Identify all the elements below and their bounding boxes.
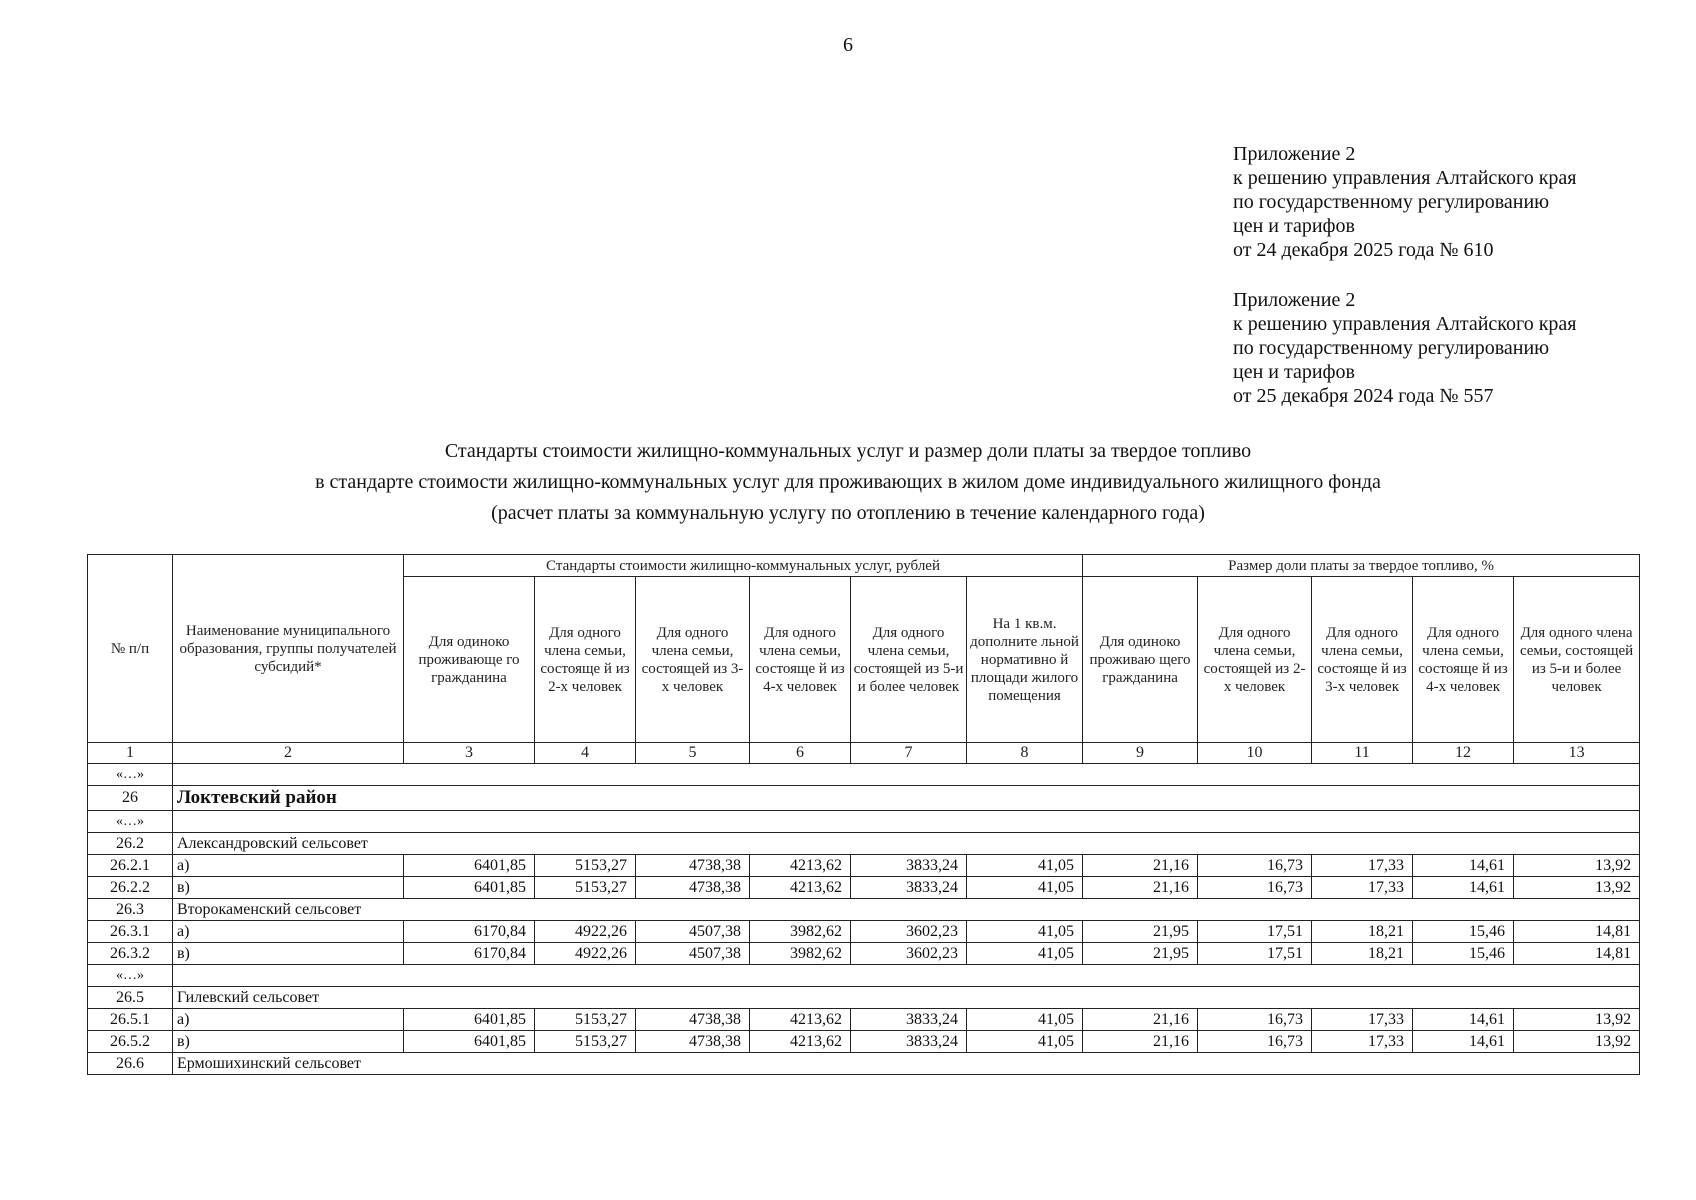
header-sub: На 1 кв.м. дополните льной нормативно й площади жилого помещения <box>967 577 1083 743</box>
row-number: 26.3.1 <box>88 921 173 943</box>
value-cell: 21,16 <box>1083 855 1198 877</box>
value-cell: 4922,26 <box>535 921 636 943</box>
title-line: (расчет платы за коммунальную услугу по отоплению в течение календарного года) <box>491 502 1205 524</box>
row-number: 26.3.2 <box>88 943 173 965</box>
column-number: 5 <box>636 743 750 764</box>
value-cell: 15,46 <box>1413 943 1514 965</box>
value-cell: 41,05 <box>967 921 1083 943</box>
value-cell: 14,61 <box>1413 877 1514 899</box>
value-cell: 21,16 <box>1083 877 1198 899</box>
ellipsis-cell: «…» <box>88 965 173 987</box>
value-cell: 17,33 <box>1312 1009 1413 1031</box>
value-cell: 6401,85 <box>404 877 535 899</box>
appendix-line: к решению управления Алтайского края <box>1233 167 1577 189</box>
header-sub: Для одного члена семьи, состояще й из 2-х человек <box>535 577 636 743</box>
table-row <box>88 1031 1640 1053</box>
value-cell: 4507,38 <box>636 921 750 943</box>
value-cell: 14,81 <box>1514 921 1640 943</box>
header-sub: Для одиноко проживаю щего гражданина <box>1083 577 1198 743</box>
row-group: а) <box>173 921 404 943</box>
empty-cell <box>173 811 1640 833</box>
row-group: а) <box>173 855 404 877</box>
value-cell: 14,61 <box>1413 1009 1514 1031</box>
column-number: 9 <box>1083 743 1198 764</box>
value-cell: 6401,85 <box>404 855 535 877</box>
table-row <box>88 877 1640 899</box>
value-cell: 6170,84 <box>404 921 535 943</box>
value-cell: 17,33 <box>1312 877 1413 899</box>
value-cell: 16,73 <box>1198 1009 1312 1031</box>
value-cell: 4213,62 <box>750 877 851 899</box>
row-group: в) <box>173 943 404 965</box>
value-cell: 13,92 <box>1514 1031 1640 1053</box>
value-cell: 3833,24 <box>851 1009 967 1031</box>
region-row <box>88 786 1640 811</box>
region-name: Локтевский район <box>173 786 1640 811</box>
region-number: 26 <box>88 786 173 811</box>
settlement-row <box>88 1053 1640 1075</box>
header-sub: Для одного члена семьи, состояще й из 4-х человек <box>750 577 851 743</box>
column-number: 10 <box>1198 743 1312 764</box>
value-cell: 4213,62 <box>750 1009 851 1031</box>
value-cell: 4738,38 <box>636 877 750 899</box>
settlement-name: Второкаменский сельсовет <box>173 899 1640 921</box>
header-col-no: № п/п <box>88 555 173 743</box>
ellipsis-row <box>88 965 1640 987</box>
value-cell: 3982,62 <box>750 943 851 965</box>
appendix-line: цен и тарифов <box>1233 361 1355 383</box>
value-cell: 3833,24 <box>851 1031 967 1053</box>
table-row <box>88 921 1640 943</box>
value-cell: 17,51 <box>1198 943 1312 965</box>
value-cell: 5153,27 <box>535 1009 636 1031</box>
header-sub: Для одиноко проживающе го гражданина <box>404 577 535 743</box>
value-cell: 16,73 <box>1198 1031 1312 1053</box>
ellipsis-row <box>88 764 1640 786</box>
value-cell: 3833,24 <box>851 877 967 899</box>
header-group-fuel: Размер доли платы за твердое топливо, % <box>1083 555 1640 577</box>
column-number: 11 <box>1312 743 1413 764</box>
row-group: в) <box>173 877 404 899</box>
row-number: 26.2.1 <box>88 855 173 877</box>
appendix-line: Приложение 2 <box>1233 143 1356 165</box>
page-number: 6 <box>843 34 853 56</box>
header-sub: Для одного члена семьи, состояще й из 3-х человек <box>1312 577 1413 743</box>
ellipsis-cell: «…» <box>88 764 173 786</box>
value-cell: 4738,38 <box>636 1031 750 1053</box>
row-number: 26.2.2 <box>88 877 173 899</box>
ellipsis-row <box>88 811 1640 833</box>
appendix-line: цен и тарифов <box>1233 215 1355 237</box>
column-number: 2 <box>173 743 404 764</box>
value-cell: 21,16 <box>1083 1009 1198 1031</box>
value-cell: 17,33 <box>1312 855 1413 877</box>
value-cell: 4213,62 <box>750 855 851 877</box>
value-cell: 21,16 <box>1083 1031 1198 1053</box>
value-cell: 13,92 <box>1514 855 1640 877</box>
row-number: 26.5.2 <box>88 1031 173 1053</box>
value-cell: 6170,84 <box>404 943 535 965</box>
value-cell: 41,05 <box>967 877 1083 899</box>
value-cell: 14,81 <box>1514 943 1640 965</box>
value-cell: 4738,38 <box>636 855 750 877</box>
appendix-line: Приложение 2 <box>1233 289 1356 311</box>
header-sub: Для одного члена семьи, состояще й из 4-х человек <box>1413 577 1514 743</box>
appendix-line: по государственному регулированию <box>1233 337 1550 359</box>
appendix-line: к решению управления Алтайского края <box>1233 313 1577 335</box>
ellipsis-cell: «…» <box>88 811 173 833</box>
value-cell: 41,05 <box>967 1009 1083 1031</box>
value-cell: 5153,27 <box>535 1031 636 1053</box>
settlement-name: Александровский сельсовет <box>173 833 1640 855</box>
value-cell: 18,21 <box>1312 943 1413 965</box>
value-cell: 4507,38 <box>636 943 750 965</box>
value-cell: 13,92 <box>1514 877 1640 899</box>
settlement-number: 26.6 <box>88 1053 173 1075</box>
settlement-name: Гилевский сельсовет <box>173 987 1640 1009</box>
settlement-row <box>88 833 1640 855</box>
settlement-number: 26.2 <box>88 833 173 855</box>
value-cell: 15,46 <box>1413 921 1514 943</box>
table-row <box>88 1009 1640 1031</box>
column-number: 4 <box>535 743 636 764</box>
row-number: 26.5.1 <box>88 1009 173 1031</box>
column-number: 8 <box>967 743 1083 764</box>
value-cell: 4922,26 <box>535 943 636 965</box>
value-cell: 18,21 <box>1312 921 1413 943</box>
settlement-number: 26.3 <box>88 899 173 921</box>
value-cell: 21,95 <box>1083 943 1198 965</box>
row-group: в) <box>173 1031 404 1053</box>
appendix-line: по государственному регулированию <box>1233 191 1550 213</box>
value-cell: 16,73 <box>1198 877 1312 899</box>
empty-cell <box>173 764 1640 786</box>
title-line: Стандарты стоимости жилищно-коммунальных услуг и размер доли платы за твердое топливо <box>444 440 1252 462</box>
value-cell: 4213,62 <box>750 1031 851 1053</box>
header-sub: Для одного члена семьи, состоящей из 5-и и более человек <box>1514 577 1640 743</box>
table-row <box>88 943 1640 965</box>
value-cell: 6401,85 <box>404 1009 535 1031</box>
column-number: 3 <box>404 743 535 764</box>
value-cell: 6401,85 <box>404 1031 535 1053</box>
header-group-standards: Стандарты стоимости жилищно-коммунальных услуг, рублей <box>404 555 1083 577</box>
settlement-row <box>88 987 1640 1009</box>
value-cell: 16,73 <box>1198 855 1312 877</box>
value-cell: 21,95 <box>1083 921 1198 943</box>
value-cell: 13,92 <box>1514 1009 1640 1031</box>
document-title <box>0 436 1696 529</box>
value-cell: 3833,24 <box>851 855 967 877</box>
column-number: 6 <box>750 743 851 764</box>
title-line: в стандарте стоимости жилищно-коммунальных услуг для проживающих в жилом доме индивидуального жилищного фонда <box>315 471 1381 493</box>
value-cell: 4738,38 <box>636 1009 750 1031</box>
appendix-block-current <box>1233 142 1673 262</box>
header-sub: Для одного члена семьи, состоящей из 2-х человек <box>1198 577 1312 743</box>
header-col-name: Наименование муниципального образования, группы получателей субсидий* <box>173 555 404 743</box>
settlement-name: Ермошихинский сельсовет <box>173 1053 1640 1075</box>
value-cell: 3602,23 <box>851 943 967 965</box>
column-number: 13 <box>1514 743 1640 764</box>
value-cell: 17,33 <box>1312 1031 1413 1053</box>
column-number: 1 <box>88 743 173 764</box>
standards-table <box>87 554 1640 1075</box>
settlement-number: 26.5 <box>88 987 173 1009</box>
settlement-row <box>88 899 1640 921</box>
value-cell: 14,61 <box>1413 1031 1514 1053</box>
appendix-line: от 24 декабря 2025 года № 610 <box>1233 239 1494 261</box>
row-group: а) <box>173 1009 404 1031</box>
header-sub: Для одного члена семьи, состоящей из 3-х человек <box>636 577 750 743</box>
column-number: 7 <box>851 743 967 764</box>
value-cell: 3982,62 <box>750 921 851 943</box>
empty-cell <box>173 965 1640 987</box>
value-cell: 3602,23 <box>851 921 967 943</box>
value-cell: 5153,27 <box>535 877 636 899</box>
appendix-block-previous <box>1233 288 1673 408</box>
value-cell: 41,05 <box>967 1031 1083 1053</box>
appendix-line: от 25 декабря 2024 года № 557 <box>1233 385 1494 407</box>
value-cell: 17,51 <box>1198 921 1312 943</box>
column-number: 12 <box>1413 743 1514 764</box>
value-cell: 41,05 <box>967 855 1083 877</box>
value-cell: 41,05 <box>967 943 1083 965</box>
header-sub: Для одного члена семьи, состоящей из 5-и и более человек <box>851 577 967 743</box>
value-cell: 5153,27 <box>535 855 636 877</box>
table-row <box>88 855 1640 877</box>
value-cell: 14,61 <box>1413 855 1514 877</box>
